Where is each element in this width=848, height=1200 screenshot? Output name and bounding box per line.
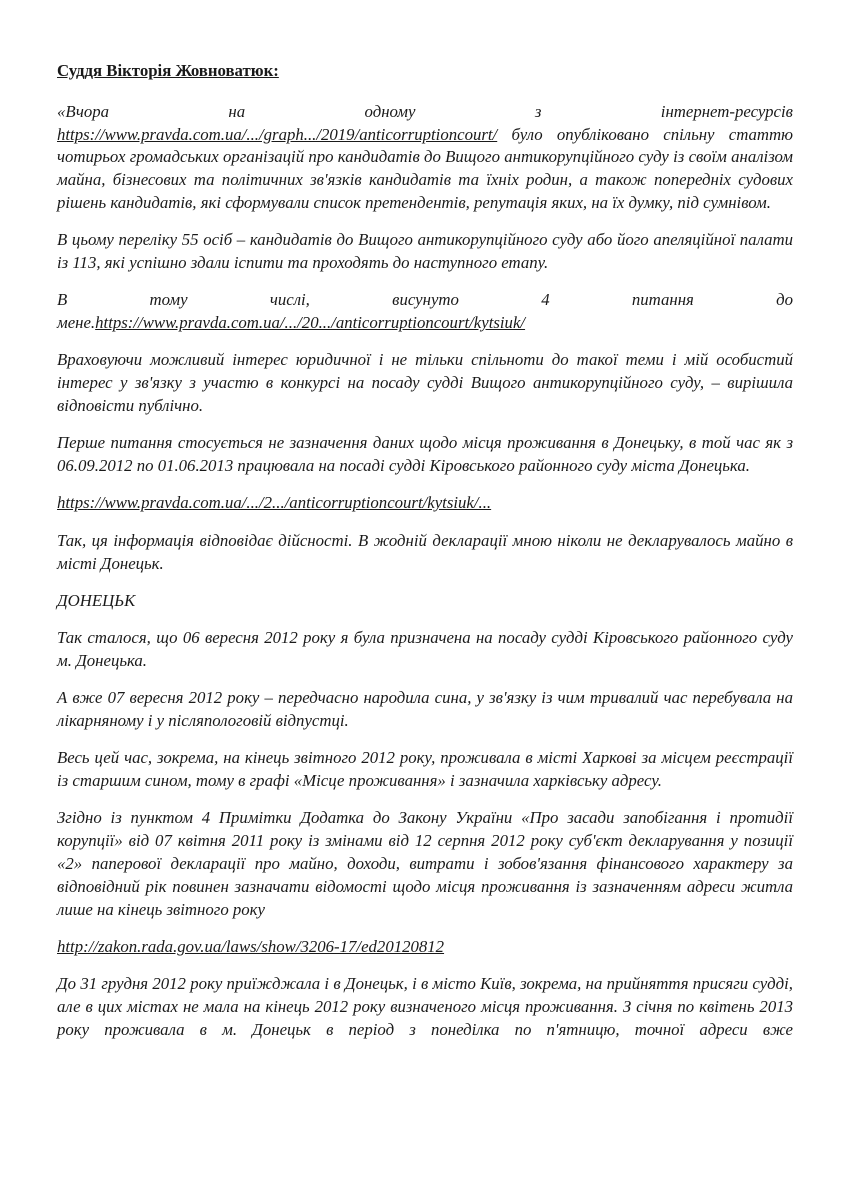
paragraph-intro-body — [57, 124, 793, 215]
link-paragraph — [57, 492, 793, 515]
paragraph-confirmation: Так, ця інформація відповідає дійсності. В жодній декларації мною ніколи не декларувалось майно в місті Донецьк. — [57, 530, 793, 573]
word: числі, — [269, 290, 310, 310]
paragraph-travel: До 31 грудня 2012 року приїжджала і в Донецьк, і в місто Київ, зокрема, на прийняття присяги судді, але в цих містах не мала на кінець 2012 року визначеного місця проживання. З січня по квітень 2013 року проживала в м. Донецьк в період з понеділка по п'ятницю, точної адреси вже — [57, 974, 793, 1039]
paragraph-first-question: Перше питання стосується не зазначення даних щодо місця проживання в Донецьку, в той час як з 06.09.2012 по 01.06.2013 працювала на посаді судді Кіровського районного суду міста Донецька. — [57, 433, 793, 476]
section-city-title: ДОНЕЦЬК — [57, 590, 136, 610]
document-heading: Суддя Вікторія Жовноватюк: — [57, 61, 279, 80]
paragraph-intro-first-line — [57, 101, 793, 124]
word: до — [776, 290, 793, 310]
paragraph-questions-second-line — [57, 312, 793, 335]
word: тому — [149, 290, 188, 310]
article-link[interactable]: https://www.pravda.com.ua/.../graph.../2019/anticorruptioncourt/ — [57, 124, 498, 144]
paragraph-questions — [57, 289, 793, 335]
paragraph-questions-first-line — [57, 289, 793, 312]
paragraph-law: Згідно із пунктом 4 Примітки Додатка до Закону України «Про засади запобігання і протидії корупції» від 07 квітня 2011 року із змінами від 12 серпня 2012 року суб'єкт декларування у позиції «2» паперової декларації про майно, доходи, витрати і зобов'язання фінансового характеру за відповідний рік повинен зазначати відомості щодо місця проживання із зазначенням адреси житла лише на кінець звітного року — [57, 808, 793, 919]
word: висунуто — [392, 290, 459, 310]
paragraph-intro — [57, 101, 793, 215]
paragraph-residence: Весь цей час, зокрема, на кінець звітного 2012 року, проживала в місті Харкові за місцем реєстрації із старшим сином, тому в графі «Місце проживання» і зазначила харківську адресу. — [57, 748, 793, 791]
paragraph-list: В цьому переліку 55 осіб – кандидатів до Вищого антикорупційного суду або його апеляційної палати із 113, які успішно здали іспити та проходять до наступного етапу. — [57, 230, 793, 273]
word: В — [57, 290, 68, 310]
word: одному — [364, 101, 416, 121]
document-page — [57, 60, 793, 1056]
law-link-paragraph — [57, 936, 793, 959]
kytsiuk-detail-link[interactable]: https://www.pravda.com.ua/.../2.../anticorruptioncourt/kytsiuk/... — [57, 493, 492, 513]
word: питання — [631, 290, 694, 310]
law-link[interactable]: http://zakon.rada.gov.ua/laws/show/3206-17/ed20120812 — [57, 936, 445, 956]
word: на — [228, 101, 246, 121]
paragraph-appointment: Так сталося, що 06 вересня 2012 року я була призначена на посаду судді Кіровського районного суду м. Донецька. — [57, 628, 793, 670]
word: інтернет-ресурсів — [660, 101, 793, 121]
paragraph-maternity: А вже 07 вересня 2012 року – передчасно народила сина, у зв'язку із чим тривалий час перебувала на лікарняному і у післяпологовій відпустці. — [57, 688, 793, 731]
kytsiuk-link[interactable]: https://www.pravda.com.ua/.../20.../anticorruptioncourt/kytsiuk/ — [95, 313, 526, 333]
paragraph-intro-text: було опубліковано спільну статтю чотирьох громадських організацій про кандидатів до Вищого антикорупційного суду із своїм аналізом майна, бізнесових та політичних зв'язків кандидатів та їхніх родин, а також попередніх судових рішень кандидатів, які сформували список претендентів, репутація яких, на їх думку, під сумнівом. — [57, 124, 793, 212]
word: з — [534, 101, 542, 121]
word: «Вчора — [57, 101, 110, 121]
word: 4 — [541, 290, 550, 310]
prefix-text: мене. — [57, 313, 96, 333]
paragraph-interest: Враховуючи можливий інтерес юридичної і не тільки спільноти до такої теми і мій особистий інтерес у зв'язку з участю в конкурсі на посаду судді Вищого антикорупційного суду, – вирішила відповісти публічно. — [57, 350, 793, 416]
